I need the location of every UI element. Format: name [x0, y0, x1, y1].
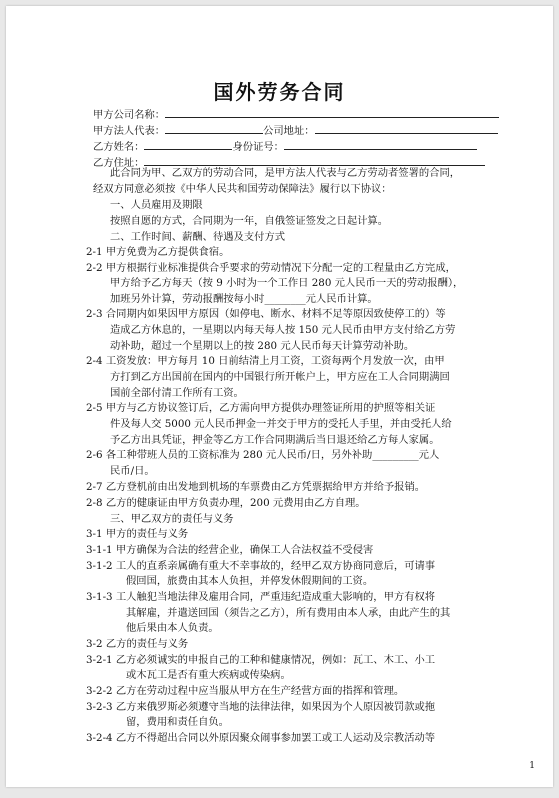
clause-line: 按照自愿的方式，合同期为一年，自俄签证签发之日起计算。 [110, 215, 389, 227]
clause-line: 3-2-3 乙方来俄罗斯必须遵守当地的法律法律，如果因为个人原因被罚款或拖 [86, 701, 436, 713]
legal-rep-field [93, 122, 498, 136]
company-name-blank [165, 106, 499, 118]
party-b-address-label: 乙方住址： [93, 157, 145, 169]
party-b-name-label: 乙方姓名： [93, 141, 145, 153]
clause-line: 2-2 甲方根据行业标准提供合乎要求的劳动情况下分配一定的工程量由乙方完成， [86, 262, 456, 274]
legal-rep-label: 甲方法人代表： [93, 125, 166, 137]
clause-line: 3-1-1 甲方确保为合法的经营企业，确保工人合法权益不受侵害 [86, 544, 374, 556]
legal-rep-blank [165, 122, 263, 134]
clause-line: 国前全部付清工作所有工资。 [110, 387, 244, 399]
clause-line: 2-1 甲方免费为乙方提供食宿。 [86, 246, 230, 258]
party-b-name-blank [144, 138, 232, 150]
page-number: 1 [529, 761, 535, 771]
clause-line: 2-6 各工种带班人员的工资标准为 280 元人民币/日，另外补助_________元人 [86, 449, 440, 461]
subsection-heading: 3-2 乙方的责任与义务 [86, 638, 189, 650]
company-address-blank [315, 122, 498, 134]
clause-line: 造成乙方休息的，一星期以内每天每人按 150 元人民币由甲方支付给乙方劳 [110, 324, 456, 336]
intro-line: 经双方同意必须按《中华人民共和国劳动保障法》履行以下协议： [93, 183, 392, 195]
section-heading: 二、工作时间、薪酬、待遇及支付方式 [110, 231, 286, 243]
document-title: 国外劳务合同 [213, 80, 346, 104]
clause-line: 他后果由本人负责。 [126, 622, 219, 634]
document-page [6, 6, 553, 787]
clause-line: 3-2-1 乙方必须诚实的申报自己的工种和健康情况，例如：瓦工、木工、小工 [86, 654, 436, 666]
clause-line: 民币/日。 [110, 465, 155, 477]
clause-line: 2-7 乙方登机前由出发地到机场的车票费由乙方凭票据给甲方并给予报销。 [86, 481, 426, 493]
section-heading: 一、人员雇用及期限 [110, 199, 203, 211]
id-number-blank [284, 138, 477, 150]
party-b-address-blank [144, 154, 485, 166]
clause-line: 假回国，旅费由其本人负担，并停发休假期间的工资。 [126, 575, 374, 587]
company-name-field [93, 106, 499, 120]
subsection-heading: 3-1 甲方的责任与义务 [86, 528, 189, 540]
clause-line: 或木瓦工是否有重大疾病或传染病。 [126, 669, 291, 681]
intro-line: 此合同为甲、乙双方的劳动合同，是甲方法人代表与乙方劳动者签署的合同， [110, 167, 461, 179]
party-b-name-field [93, 138, 477, 152]
clause-line: 方打到乙方出国前在国内的中国银行所开帐户上，甲方应在工人合同期满回 [110, 371, 450, 383]
clause-line: 2-5 甲方与乙方协议签订后，乙方需向甲方提供办理签证所用的护照等相关证 [86, 402, 436, 414]
clause-line: 3-2-4 乙方不得超出合同以外原因聚众闹事参加罢工或工人运动及宗教活动等 [86, 732, 436, 744]
clause-line: 3-2-2 乙方在劳动过程中应当服从甲方在生产经营方面的指挥和管理。 [86, 685, 405, 697]
clause-line: 加班另外计算，劳动报酬按每小时________元人民币计算。 [110, 293, 378, 305]
section-heading: 三、甲乙双方的责任与义务 [110, 513, 234, 525]
id-number-label: 身份证号： [232, 141, 284, 153]
clause-line: 动补助，超过一个星期以上的按 280 元人民币每天计算劳动补助。 [110, 340, 415, 352]
company-address-label: 公司地址： [263, 125, 315, 137]
clause-line: 甲方给予乙方每天（按 9 小时为一个工作日 280 元人民币一天的劳动报酬）， [110, 277, 464, 289]
clause-line: 3-1-3 工人触犯当地法律及雇用合同，严重违纪造成重大影响的，甲方有权将 [86, 591, 436, 603]
clause-line: 其解雇，并遣送回国（须告之乙方），所有费用由本人承，由此产生的其 [126, 607, 451, 619]
clause-line: 2-8 乙方的健康证由甲方负责办理，200 元费用由乙方自理。 [86, 497, 366, 509]
clause-line: 留，费用和责任自负。 [126, 716, 229, 728]
company-name-label: 甲方公司名称： [93, 109, 166, 121]
clause-line: 2-3 合同期内如果因甲方原因（如停电、断水、材料不足等原因致使停工的）等 [86, 308, 446, 320]
clause-line: 2-4 工资发放：甲方每月 10 日前结清上月工资，工资每两个月发放一次，由甲 [86, 355, 445, 367]
clause-line: 3-1-2 工人的直系亲属确有重大不幸事故的，经甲乙双方协商同意后，可请事 [86, 560, 436, 572]
clause-line: 件及每人交 5000 元人民币押金一并交于甲方的受托人手里，并由受托人给 [110, 418, 452, 430]
clause-line: 予乙方出具凭证，押金等乙方工作合同期满后当日退还给乙方每人家属。 [110, 434, 440, 446]
